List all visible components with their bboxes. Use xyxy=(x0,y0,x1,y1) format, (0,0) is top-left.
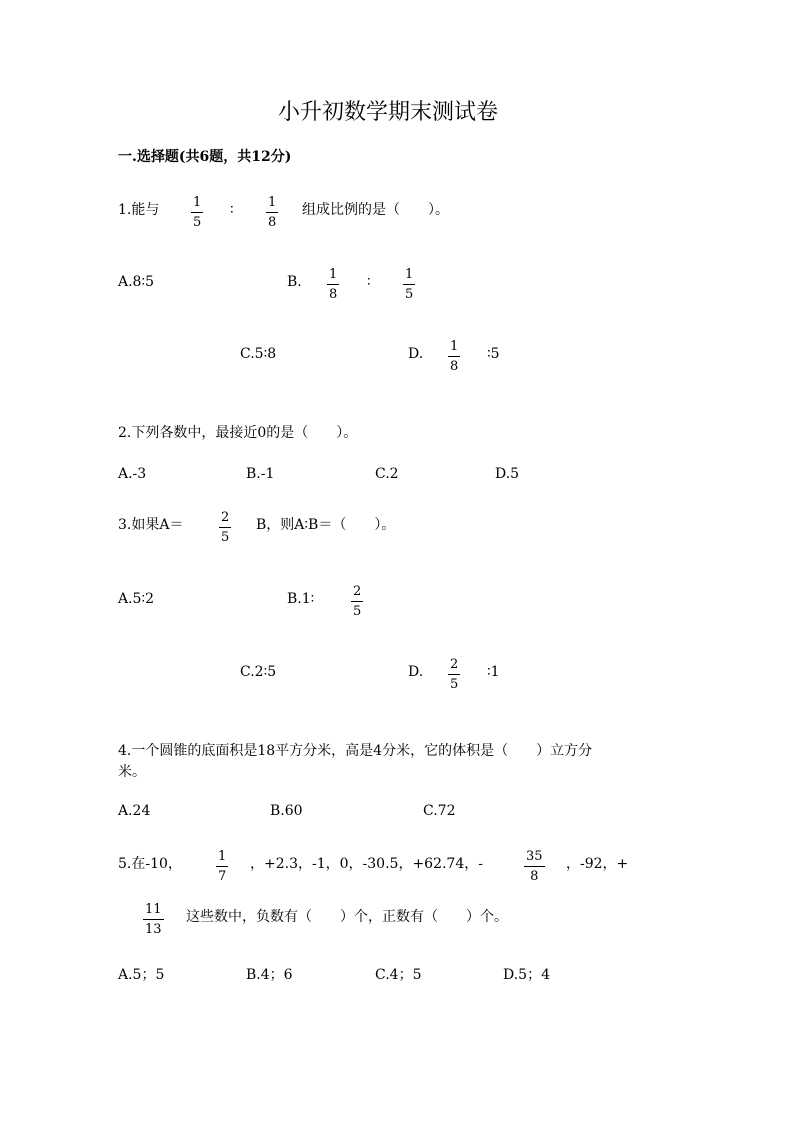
page-title: 小升初数学期末测试卷 xyxy=(278,100,499,125)
q5-option-c: C.4；5 xyxy=(375,967,422,983)
q1-fraction-2: 1 8 xyxy=(268,195,277,230)
q3-option-d-rest: ∶1 xyxy=(487,664,500,680)
q3-suffix: B，则A∶B＝（ ）。 xyxy=(256,517,396,533)
q1-option-b-fraction-2: 1 5 xyxy=(405,267,414,302)
q1-prefix: 1.能与 xyxy=(118,202,160,218)
q1-option-d-label: D. xyxy=(408,346,424,362)
q4-option-b: B.60 xyxy=(270,803,303,819)
q2-option-c: C.2 xyxy=(375,466,399,482)
q3-option-c: C.2∶5 xyxy=(240,664,277,680)
q5-fraction-3: 11 13 xyxy=(145,902,162,937)
q5-option-b: B.4；6 xyxy=(246,967,293,983)
q3-option-b-fraction: 2 5 xyxy=(353,584,362,619)
q5-fraction-2: 35 8 xyxy=(526,849,543,884)
q2-option-d: D.5 xyxy=(495,466,520,482)
q4-option-c: C.72 xyxy=(423,803,456,819)
q3-option-a: A.5∶2 xyxy=(118,591,155,607)
q3-prefix: 3.如果A＝ xyxy=(118,517,184,533)
q1-fraction-1: 1 5 xyxy=(193,195,202,230)
q3-fraction: 2 5 xyxy=(221,510,230,545)
q4-option-a: A.24 xyxy=(118,803,151,819)
q1-option-d-fraction: 1 8 xyxy=(450,339,459,374)
q3-option-d-label: D. xyxy=(408,664,424,680)
q2-option-a: A.-3 xyxy=(118,466,147,482)
section-heading: 一.选择题(共6题，共12分) xyxy=(118,149,292,165)
q1-colon: ∶ xyxy=(230,202,234,218)
q1-option-b-label: B. xyxy=(287,274,302,290)
q5-option-d: D.5；4 xyxy=(503,967,550,983)
q3-option-b-label: B.1∶ xyxy=(287,591,315,607)
q1-option-b-fraction-1: 1 8 xyxy=(329,267,338,302)
q1-option-c: C.5∶8 xyxy=(240,346,277,362)
q4-line-2: 米。 xyxy=(118,764,146,780)
q5-option-a: A.5；5 xyxy=(118,967,165,983)
q1-option-a: A.8∶5 xyxy=(118,274,155,290)
q1-suffix: 组成比例的是（ ）。 xyxy=(302,202,449,218)
q5-end: ，-92，+ xyxy=(566,856,629,872)
q5-line-2: 这些数中，负数有（ ）个，正数有（ ）个。 xyxy=(186,909,508,925)
q4-line-1: 4.一个圆锥的底面积是18平方分米，高是4分米，它的体积是（ ）立方分 xyxy=(118,743,593,759)
q3-option-d-fraction: 2 5 xyxy=(450,657,459,692)
q1-option-b-colon: ∶ xyxy=(367,274,371,290)
q1-option-d-rest: ∶5 xyxy=(487,346,500,362)
q5-middle: ，+2.3，-1，0，-30.5，+62.74，- xyxy=(250,856,483,872)
q5-prefix: 5.在-10， xyxy=(118,856,182,872)
q2-option-b: B.-1 xyxy=(246,466,275,482)
q2-text: 2.下列各数中，最接近0的是（ ）。 xyxy=(118,425,358,441)
q5-fraction-1: 1 7 xyxy=(218,849,227,884)
